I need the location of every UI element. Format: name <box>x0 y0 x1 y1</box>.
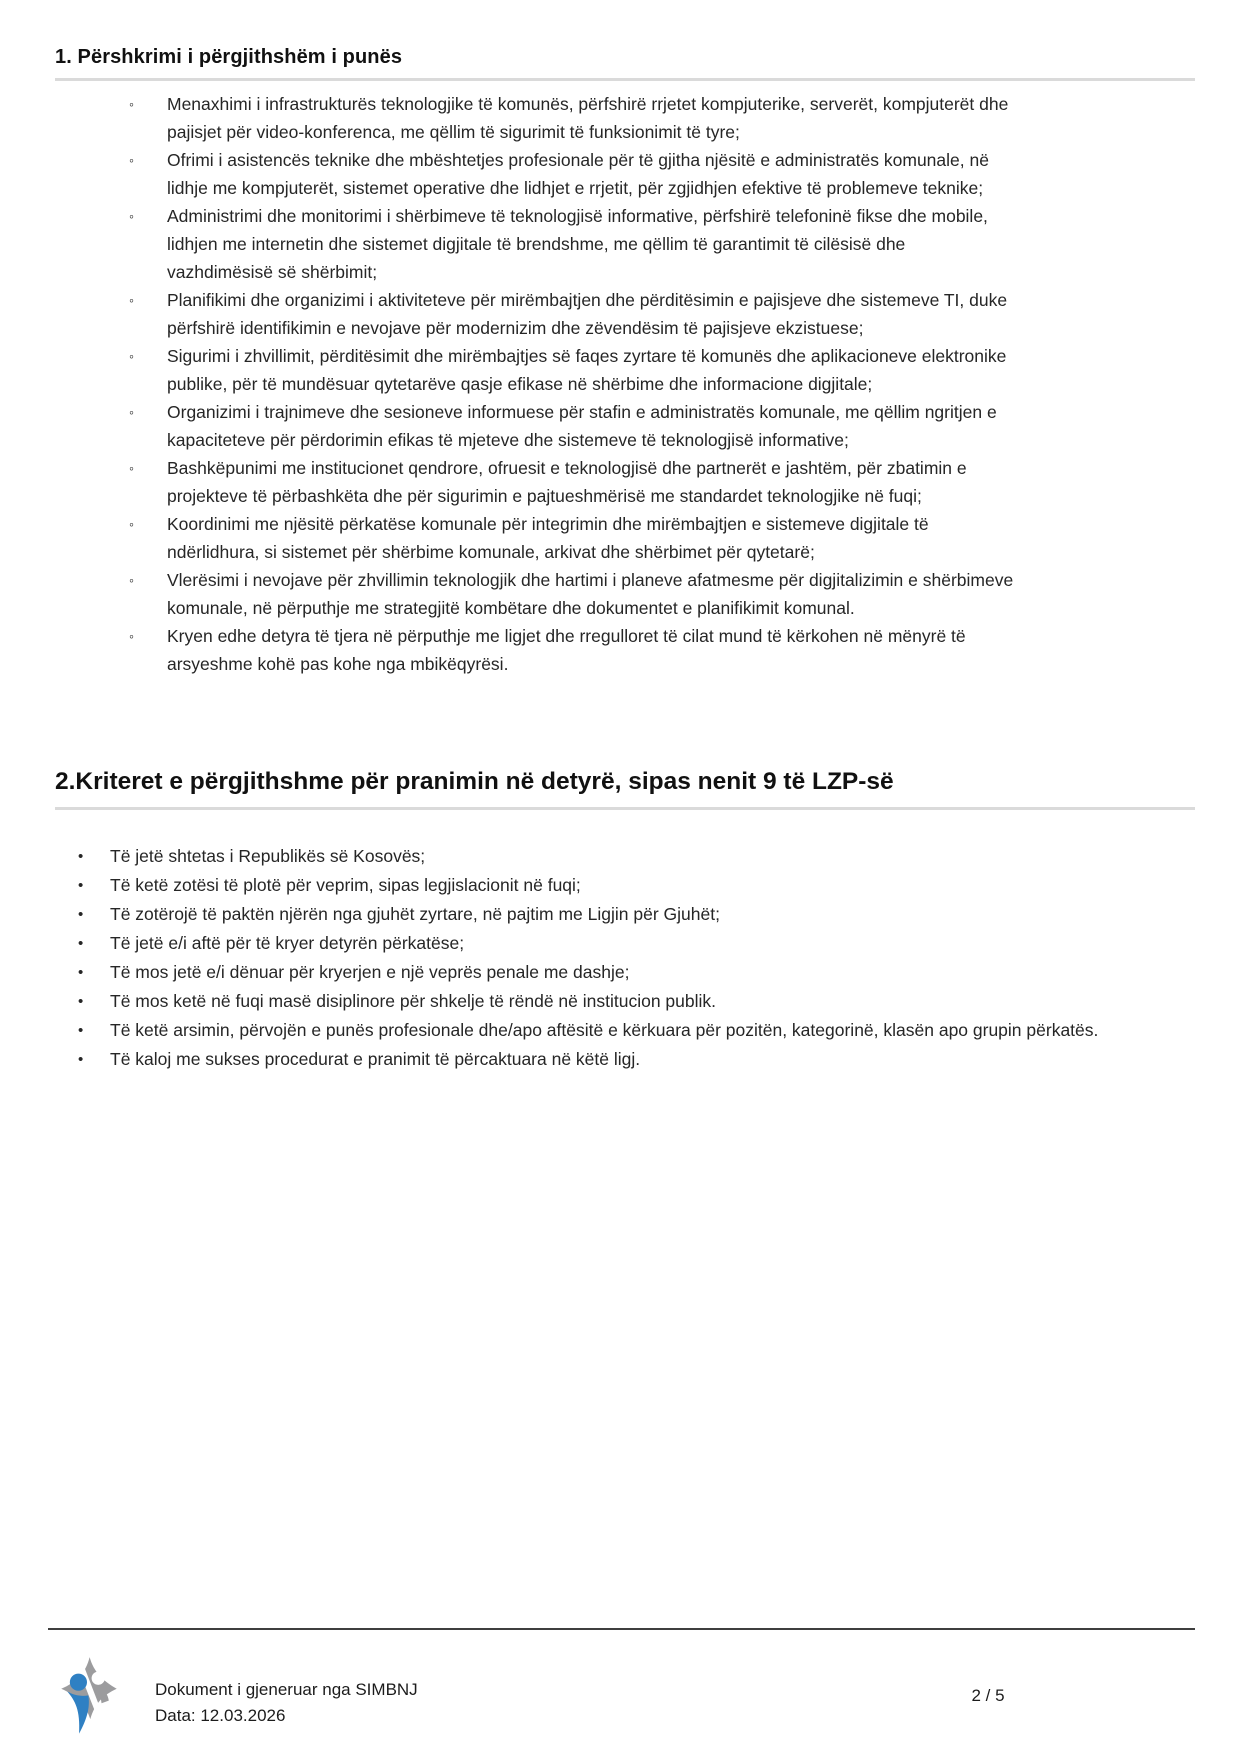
footer-generated-by: Dokument i gjeneruar nga SIMBNJ <box>155 1680 418 1699</box>
criteria-item <box>55 1045 1195 1074</box>
criteria-text: Të kaloj me sukses procedurat e pranimit të përcaktuara në këtë ligj. <box>110 1049 641 1069</box>
circle-bullet-marker: ◦ <box>129 628 134 644</box>
criteria-item <box>55 929 1195 958</box>
job-duty-text: Planifikimi dhe organizimi i aktiviteteve për mirëmbajtjen dhe përditësimin e pajisjeve dhe sistemeve TI, duke përfshirë identifikimin e nevojave për modernizim dhe zëvendësim të pajisjeve ekzistuese; <box>167 290 1008 338</box>
job-duty-text: Bashkëpunimi me institucionet qendrore, ofruesit e teknologjisë dhe partnerët e jashtëm, për zbatimin e projekteve të përbashkëta dhe për sigurimin e pajtueshmërisë me standardet teknologjike në fuqi; <box>167 458 967 506</box>
disc-bullet-marker: • <box>78 964 84 981</box>
job-duties-list <box>55 90 1195 678</box>
job-duty-item <box>55 146 1195 202</box>
section-2-heading: 2.Kriteret e përgjithshme për pranimin në detyrë, sipas nenit 9 të LZP-së <box>55 768 1195 810</box>
job-duty-item <box>55 622 1195 678</box>
disc-bullet-marker: • <box>78 993 84 1010</box>
job-duty-text: Vlerësimi i nevojave për zhvillimin teknologjik dhe hartimi i planeve afatmesme për digjitalizimin e shërbimeve komunale, në përputhje me strategjitë kombëtare dhe dokumentet e planifikimit komunal. <box>167 570 1014 618</box>
job-duty-text: Kryen edhe detyra të tjera në përputhje me ligjet dhe rregulloret të cilat mund të kërkohen në mënyrë të arsyeshme kohë pas kohe nga mbikëqyrësi. <box>167 626 966 674</box>
job-duty-item <box>55 202 1195 286</box>
disc-bullet-marker: • <box>78 1051 84 1068</box>
criteria-text: Të jetë shtetas i Republikës së Kosovës; <box>110 846 426 866</box>
footer-date: Data: 12.03.2026 <box>155 1706 286 1725</box>
page-number-indicator: 2 / 5 <box>971 1686 1005 1705</box>
circle-bullet-marker: ◦ <box>129 208 134 224</box>
circle-bullet-marker: ◦ <box>129 572 134 588</box>
job-duty-item <box>55 510 1195 566</box>
criteria-text: Të mos jetë e/i dënuar për kryerjen e një veprës penale me dashje; <box>110 962 630 982</box>
job-duty-item <box>55 398 1195 454</box>
job-duty-text: Koordinimi me njësitë përkatëse komunale për integrimin dhe mirëmbajtjen e sistemeve digjitale të ndërlidhura, si sistemet për shërbime komunale, arkivat dhe shërbimet për qytetarë; <box>167 514 929 562</box>
job-duty-text: Organizimi i trajnimeve dhe sesioneve informuese për stafin e administratës komunale, me qëllim ngritjen e kapaciteteve për përdorimin efikas të mjeteve dhe sistemeve të teknologjisë informative; <box>167 402 997 450</box>
job-duty-text: Menaxhimi i infrastrukturës teknologjike të komunës, përfshirë rrjetet kompjuterike, serverët, kompjuterët dhe pajisjet për video-konferenca, me qëllim të sigurimit të funksionimit të tyre; <box>167 94 1009 142</box>
criteria-text: Të ketë zotësi të plotë për veprim, sipas legjislacionit në fuqi; <box>110 875 581 895</box>
circle-bullet-marker: ◦ <box>129 348 134 364</box>
admission-criteria-list <box>55 842 1195 1074</box>
section-1-heading: 1. Përshkrimi i përgjithshëm i punës <box>55 46 1195 81</box>
disc-bullet-marker: • <box>78 906 84 923</box>
job-duty-item <box>55 342 1195 398</box>
page-footer <box>48 1628 1195 1754</box>
disc-bullet-marker: • <box>78 1022 84 1039</box>
criteria-text: Të ketë arsimin, përvojën e punës profesionale dhe/apo aftësitë e kërkuara për pozitën, kategorinë, klasën apo grupin përkatës. <box>110 1020 1099 1040</box>
criteria-item <box>55 900 1195 929</box>
job-duty-item <box>55 566 1195 622</box>
circle-bullet-marker: ◦ <box>129 152 134 168</box>
circle-bullet-marker: ◦ <box>129 460 134 476</box>
job-duty-item <box>55 90 1195 146</box>
job-duty-text: Sigurimi i zhvillimit, përditësimit dhe mirëmbajtjes së faqes zyrtare të komunës dhe aplikacioneve elektronike publike, për të mundësuar qytetarëve qasje efikase në shërbime dhe informacione digjitale; <box>167 346 1007 394</box>
disc-bullet-marker: • <box>78 935 84 952</box>
circle-bullet-marker: ◦ <box>129 404 134 420</box>
circle-bullet-marker: ◦ <box>129 96 134 112</box>
simbnj-logo-icon <box>54 1654 120 1746</box>
job-duty-item <box>55 454 1195 510</box>
criteria-text: Të jetë e/i aftë për të kryer detyrën përkatëse; <box>110 933 465 953</box>
job-duty-item <box>55 286 1195 342</box>
disc-bullet-marker: • <box>78 848 84 865</box>
criteria-text: Të mos ketë në fuqi masë disiplinore për shkelje të rëndë në institucion publik. <box>110 991 717 1011</box>
circle-bullet-marker: ◦ <box>129 516 134 532</box>
job-duty-text: Administrimi dhe monitorimi i shërbimeve të teknologjisë informative, përfshirë telefoninë fikse dhe mobile, lidhjen me internetin dhe sistemet digjitale të brendshme, me qëllim të garantimit të cilësisë dhe vazhdimësisë së shërbimit; <box>167 206 988 282</box>
job-duty-text: Ofrimi i asistencës teknike dhe mbështetjes profesionale për të gjitha njësitë e administratës komunale, në lidhje me kompjuterët, sistemet operative dhe lidhjet e rrjetit, për zgjidhjen efektive të problemeve teknike; <box>167 150 989 198</box>
footer-text-block <box>155 1677 418 1729</box>
disc-bullet-marker: • <box>78 877 84 894</box>
criteria-item <box>55 871 1195 900</box>
criteria-text: Të zotërojë të paktën njërën nga gjuhët zyrtare, në pajtim me Ligjin për Gjuhët; <box>110 904 720 924</box>
criteria-item <box>55 987 1195 1016</box>
criteria-item <box>55 842 1195 871</box>
criteria-item <box>55 1016 1195 1045</box>
criteria-item <box>55 958 1195 987</box>
circle-bullet-marker: ◦ <box>129 292 134 308</box>
